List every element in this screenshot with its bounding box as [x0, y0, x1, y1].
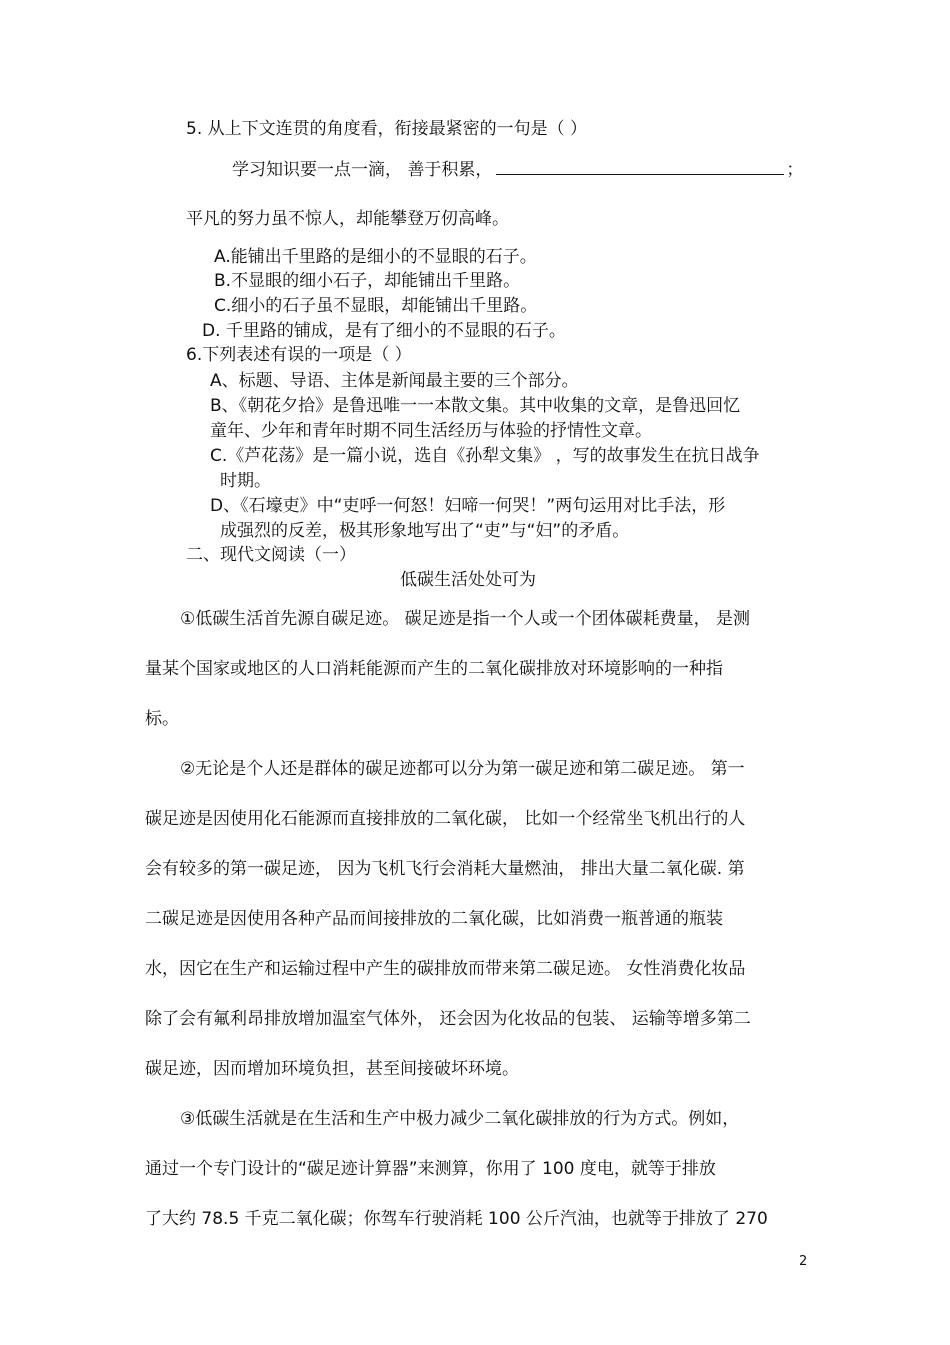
q6-option-line: 成强烈的反差，极其形象地写出了“吏”与“妇”的矛盾。 — [220, 521, 630, 541]
passage-line: 量某个国家或地区的人口消耗能源而产生的二氧化碳排放对环境影响的一种指 — [145, 659, 723, 679]
passage-line: 二碳足迹是因使用各种产品而间接排放的二氧化碳，比如消费一瓶普通的瓶装 — [145, 909, 723, 929]
passage-line: 通过一个专门设计的“碳足迹计算器”来测算，你用了 100 度电，就等于排放 — [145, 1159, 716, 1179]
q6-option-line: D、《石壕吏》中“吏呼一何怒！妇啼一何哭！”两句运用对比手法，形 — [210, 496, 726, 516]
passage-line: 碳足迹是因使用化石能源而直接排放的二氧化碳， 比如一个经常坐飞机出行的人 — [145, 809, 746, 829]
q5-sentence-after: ； — [786, 160, 804, 180]
passage-title: 低碳生活处处可为 — [400, 570, 536, 590]
q5-sentence-next: 平凡的努力虽不惊人，却能攀登万仞高峰。 — [186, 209, 509, 229]
q6-option-line: B、《朝花夕拾》是鲁迅唯一一本散文集。其中收集的文章，是鲁迅回忆 — [210, 396, 741, 416]
passage-line: ①低碳生活首先源自碳足迹。 碳足迹是指一个人或一个团体碳耗费量， 是测 — [180, 609, 751, 629]
passage-line: ②无论是个人还是群体的碳足迹都可以分为第一碳足迹和第二碳足迹。 第一 — [180, 759, 745, 779]
section-heading: 二、现代文阅读（一） — [186, 545, 356, 565]
q6-option-line: A、标题、导语、主体是新闻最主要的三个部分。 — [210, 371, 579, 391]
q6-option-line: C.《芦花荡》是一篇小说，选自《孙犁文集》 ，写的故事发生在抗日战争 — [210, 446, 760, 466]
passage-line: 标。 — [145, 709, 179, 729]
passage-line: 碳足迹，因而增加环境负担，甚至间接破坏环境。 — [145, 1059, 519, 1079]
q5-option-d: D. 千里路的铺成，是有了细小的不显眼的石子。 — [202, 321, 566, 341]
passage-line: 除了会有氟利昂排放增加温室气体外， 还会因为化妆品的包装、 运输等增多第二 — [145, 1009, 751, 1029]
q5-sentence-before: 学习知识要一点一滴， 善于积累， — [232, 160, 493, 180]
q5-option-c: C.细小的石子虽不显眼，却能铺出千里路。 — [214, 296, 538, 316]
page-number: 2 — [799, 1254, 808, 1269]
passage-line: 了大约 78.5 千克二氧化碳；你驾车行驶消耗 100 公斤汽油，也就等于排放了 270 — [145, 1209, 768, 1229]
q6-stem: 6.下列表述有误的一项是（ ） — [186, 345, 412, 365]
q6-option-line: 时期。 — [220, 471, 271, 491]
q5-option-a: A.能铺出千里路的是细小的不显眼的石子。 — [214, 247, 537, 267]
q5-answer-blank — [496, 158, 784, 175]
q5-stem: 5. 从上下文连贯的角度看，衔接最紧密的一句是（ ） — [186, 119, 588, 139]
passage-line: ③低碳生活就是在生活和生产中极力减少二氧化碳排放的行为方式。例如， — [180, 1109, 740, 1129]
passage-line: 会有较多的第一碳足迹， 因为飞机飞行会消耗大量燃油， 排出大量二氧化碳. 第 — [145, 859, 745, 879]
q5-option-b: B.不显眼的细小石子，却能铺出千里路。 — [214, 271, 521, 291]
q5-sentence — [232, 158, 803, 182]
q6-option-line: 童年、少年和青年时期不同生活经历与体验的抒情性文章。 — [210, 421, 652, 441]
passage-line: 水，因它在生产和运输过程中产生的碳排放而带来第二碳足迹。 女性消费化妆品 — [145, 959, 746, 979]
